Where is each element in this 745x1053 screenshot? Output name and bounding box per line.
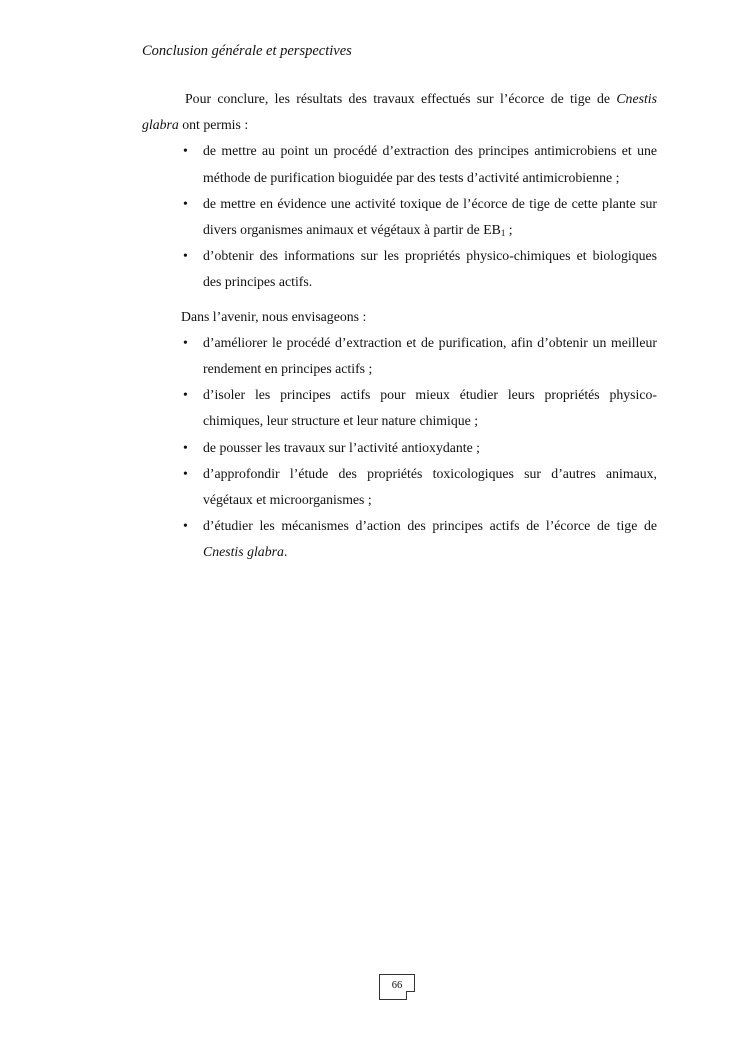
species-name: Cnestis glabra <box>142 91 657 133</box>
list-item: • de mettre en évidence une activité toxique de l’écorce de tige de cette plante sur divers organismes animaux et végétaux à partir de $EB_1$ ; <box>203 191 657 243</box>
species-name: Cnestis glabra <box>203 544 284 560</box>
intro-text-end: ont permis : <box>178 117 249 133</box>
list-item: • d’isoler les principes actifs pour mieux étudier leurs propriétés physico-chimiques, leur structure et leur nature chimique ; <box>203 382 657 434</box>
intro-text: Pour conclure, les résultats des travaux effectués sur l’écorce de tige de <box>185 91 617 106</box>
list-item: • d’approfondir l’étude des propriétés toxicologiques sur d’autres animaux, végétaux et microorganismes ; <box>203 461 657 513</box>
page-curl-icon <box>406 991 415 1000</box>
list-item: • d’améliorer le procédé d’extraction et de purification, afin d’obtenir un meilleur rendement en principes actifs ; <box>203 330 657 382</box>
results-list <box>142 138 657 295</box>
page-number: 66 <box>391 980 403 991</box>
perspectives-heading: Dans l’avenir, nous envisageons : <box>181 308 367 324</box>
list-item: • d’étudier les mécanismes d’action des principes actifs de l’écorce de tige de Cnestis glabra. <box>203 513 657 565</box>
list-item: • de pousser les travaux sur l’activité antioxydante ; <box>203 435 657 461</box>
page-number-box <box>379 974 415 1000</box>
list-item: • d’obtenir des informations sur les propriétés physico-chimiques et biologiques des principes actifs. <box>203 243 657 295</box>
list-item: • de mettre au point un procédé d’extraction des principes antimicrobiens et une méthode de purification bioguidée par des tests d’activité antimicrobienne ; <box>203 138 657 190</box>
conclusion-body <box>142 86 657 566</box>
running-header: Conclusion générale et perspectives <box>142 43 352 59</box>
extract-code-subscript: 1 <box>500 228 506 239</box>
intro-paragraph <box>142 86 657 138</box>
perspectives-list <box>142 330 657 566</box>
extract-code: EB <box>483 222 501 238</box>
